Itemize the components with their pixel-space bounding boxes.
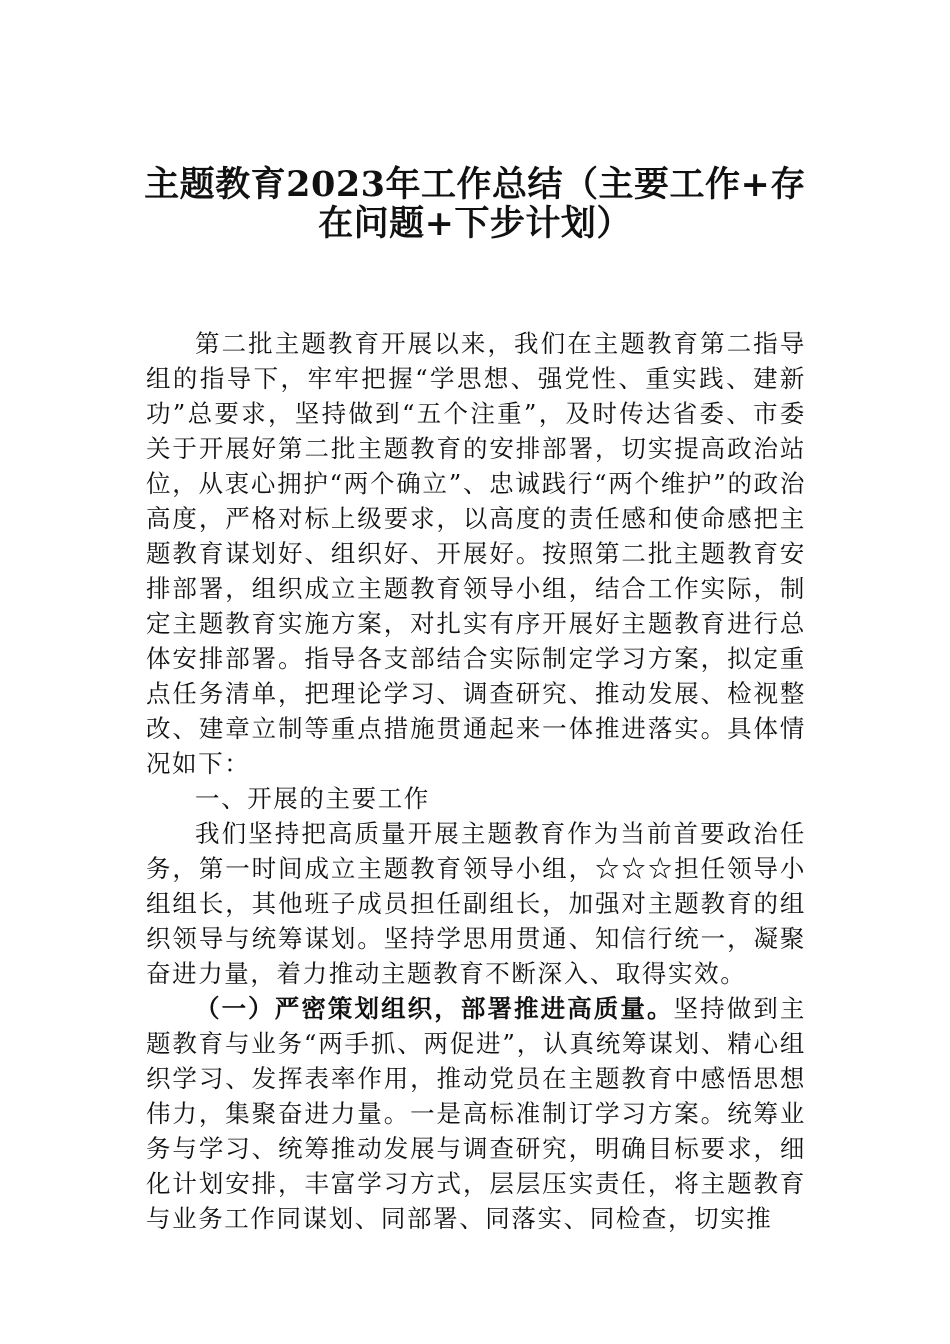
paragraph-intro: 第二批主题教育开展以来，我们在主题教育第二指导组的指导下，牢牢把握“学思想、强党性、重实践、建新功”总要求，坚持做到“五个注重”，及时传达省委、市委关于开展好第二批主题教育的安排部署，切实提高政治站位，从衷心拥护“两个确立”、忠诚践行“两个维护”的政治高度，严格对标上级要求，以高度的责任感和使命感把主题教育谋划好、组织好、开展好。按照第二批主题教育安排部署，组织成立主题教育领导小组，结合工作实际，制定主题教育实施方案，对扎实有序开展好主题教育进行总体安排部署。指导各支部结合实际制定学习方案，拟定重点任务清单，把理论学习、调查研究、推动发展、检视整改、建章立制等重点措施贯通起来一体推进落实。具体情况如下： bbox=[146, 329, 806, 778]
paragraph-main-work: 我们坚持把高质量开展主题教育作为当前首要政治任务，第一时间成立主题教育领导小组，☆☆☆担任领导小组组长，其他班子成员担任副组长，加强对主题教育的组织领导与统筹谋划。坚持学思用贯通、知信行统一，凝聚奋进力量，着力推动主题教育不断深入、取得实效。 bbox=[146, 819, 806, 988]
document-title-line-1: 主题教育2023年工作总结（主要工作+存 bbox=[144, 164, 806, 205]
paragraph-subsection-1 bbox=[146, 991, 806, 1236]
subsection-1-body: 坚持做到主题教育与业务“两手抓、两促进”，认真统筹谋划、精心组织学习、发挥表率作用，推动党员在主题教育中感悟思想伟力，集聚奋进力量。一是高标准制订学习方案。统筹业务与学习、统筹推动发展与调查研究，明确目标要求，细化计划安排，丰富学习方式，层层压实责任，将主题教育与业务工作同谋划、同部署、同落实、同检查，切实推 bbox=[146, 994, 806, 1233]
document-body bbox=[146, 326, 806, 1236]
document-title-line-2: 在问题+下步计划） bbox=[318, 203, 632, 244]
subsection-1-lead: （一）严密策划组织，部署推进高质量。 bbox=[195, 994, 674, 1023]
section-heading-main-work: 一、开展的主要工作 bbox=[195, 784, 430, 813]
